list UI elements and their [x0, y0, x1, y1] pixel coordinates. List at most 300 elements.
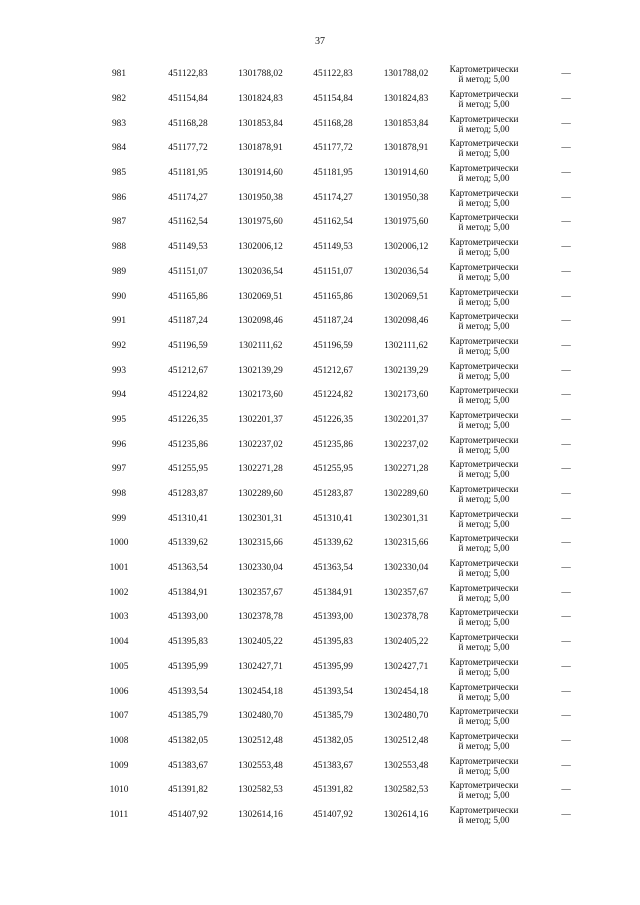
- table-row: [98, 556, 578, 581]
- y-coordinate-new-cell: 1302512,48: [383, 735, 429, 746]
- y-coordinate-cell: 1302036,54: [238, 266, 283, 277]
- y-coordinate-cell: 1302582,53: [238, 785, 283, 796]
- table-row: [98, 580, 578, 605]
- method-cell: [436, 729, 532, 754]
- point-number-cell: 1004: [109, 637, 129, 648]
- y-coordinate-cell: 1301914,60: [238, 168, 283, 179]
- point-number-cell: 989: [111, 266, 127, 277]
- x-coordinate-cell: 451154,84: [168, 94, 208, 105]
- y-coordinate-cell: 1302512,48: [238, 735, 283, 746]
- description-dash-cell: —: [561, 489, 571, 500]
- method-cell: [436, 87, 532, 112]
- y-coordinate-new-cell: 1302357,67: [383, 587, 429, 598]
- y-coordinate-cell: 1302330,04: [238, 563, 283, 574]
- method-cell: [436, 358, 532, 383]
- y-coordinate-cell: 1301853,84: [238, 118, 283, 129]
- x-coordinate-new-cell: 451212,67: [313, 365, 353, 376]
- table-row: [98, 778, 578, 803]
- description-dash-cell: —: [561, 118, 571, 129]
- description-dash-cell: —: [561, 291, 571, 302]
- method-line-2: й метод; 5,00: [458, 740, 510, 751]
- method-cell: [436, 580, 532, 605]
- y-coordinate-new-cell: 1301914,60: [383, 168, 429, 179]
- method-line-2: й метод; 5,00: [458, 666, 510, 677]
- method-line-2: й метод; 5,00: [458, 642, 510, 653]
- method-line-1: Картометрически: [449, 508, 519, 519]
- point-number-cell: 987: [111, 217, 127, 228]
- x-coordinate-cell: 451168,28: [168, 118, 208, 129]
- description-dash-cell: —: [561, 785, 571, 796]
- point-number-cell: 1005: [109, 661, 129, 672]
- method-line-1: Картометрически: [449, 335, 519, 346]
- x-coordinate-cell: 451395,83: [168, 637, 208, 648]
- y-coordinate-new-cell: 1302454,18: [383, 686, 429, 697]
- method-cell: [436, 136, 532, 161]
- method-line-2: й метод; 5,00: [458, 444, 510, 455]
- y-coordinate-new-cell: 1302139,29: [383, 365, 429, 376]
- description-dash-cell: —: [561, 760, 571, 771]
- table-row: [98, 432, 578, 457]
- x-coordinate-new-cell: 451224,82: [313, 390, 353, 401]
- y-coordinate-cell: 1302427,71: [238, 661, 283, 672]
- x-coordinate-new-cell: 451162,54: [313, 217, 353, 228]
- method-line-2: й метод; 5,00: [458, 543, 510, 554]
- method-line-1: Картометрически: [449, 311, 519, 322]
- description-dash-cell: —: [561, 217, 571, 228]
- description-dash-cell: —: [561, 143, 571, 154]
- y-coordinate-new-cell: 1302006,12: [383, 242, 429, 253]
- x-coordinate-new-cell: 451181,95: [313, 168, 353, 179]
- method-line-1: Картометрически: [449, 187, 519, 198]
- point-number-cell: 1001: [109, 563, 129, 574]
- x-coordinate-cell: 451212,67: [168, 365, 208, 376]
- y-coordinate-new-cell: 1302069,51: [383, 291, 429, 302]
- table-row: [98, 210, 578, 235]
- y-coordinate-new-cell: 1302036,54: [383, 266, 429, 277]
- x-coordinate-cell: 451226,35: [168, 414, 208, 425]
- x-coordinate-cell: 451187,24: [168, 316, 208, 327]
- method-line-2: й метод; 5,00: [458, 765, 510, 776]
- x-coordinate-new-cell: 451383,67: [313, 760, 353, 771]
- point-number-cell: 996: [111, 439, 127, 450]
- table-row: [98, 161, 578, 186]
- method-line-1: Картометрически: [449, 163, 519, 174]
- method-line-2: й метод; 5,00: [458, 716, 510, 727]
- method-line-1: Картометрически: [449, 730, 519, 741]
- method-cell: [436, 334, 532, 359]
- point-number-cell: 1000: [109, 538, 129, 549]
- method-line-1: Картометрически: [449, 113, 519, 124]
- x-coordinate-cell: 451181,95: [168, 168, 208, 179]
- x-coordinate-cell: 451383,67: [168, 760, 208, 771]
- point-number-cell: 997: [111, 464, 127, 475]
- y-coordinate-new-cell: 1302173,60: [383, 390, 429, 401]
- table-row: [98, 482, 578, 507]
- x-coordinate-new-cell: 451391,82: [313, 785, 353, 796]
- x-coordinate-new-cell: 451149,53: [313, 242, 353, 253]
- method-line-1: Картометрически: [449, 237, 519, 248]
- x-coordinate-cell: 451395,99: [168, 661, 208, 672]
- page-number: 37: [315, 36, 325, 47]
- y-coordinate-cell: 1302378,78: [238, 612, 283, 623]
- x-coordinate-new-cell: 451339,62: [313, 538, 353, 549]
- y-coordinate-new-cell: 1302315,66: [383, 538, 429, 549]
- method-cell: [436, 803, 532, 828]
- point-number-cell: 998: [111, 489, 127, 500]
- x-coordinate-cell: 451391,82: [168, 785, 208, 796]
- method-line-1: Картометрически: [449, 434, 519, 445]
- method-line-2: й метод; 5,00: [458, 123, 510, 134]
- point-number-cell: 988: [111, 242, 127, 253]
- point-number-cell: 1006: [109, 686, 129, 697]
- method-line-2: й метод; 5,00: [458, 271, 510, 282]
- method-cell: [436, 383, 532, 408]
- x-coordinate-new-cell: 451226,35: [313, 414, 353, 425]
- y-coordinate-cell: 1302237,02: [238, 439, 283, 450]
- x-coordinate-cell: 451165,86: [168, 291, 208, 302]
- method-line-2: й метод; 5,00: [458, 814, 510, 825]
- table-row: [98, 729, 578, 754]
- coordinates-table: [98, 62, 578, 827]
- x-coordinate-cell: 451339,62: [168, 538, 208, 549]
- description-dash-cell: —: [561, 513, 571, 524]
- description-dash-cell: —: [561, 612, 571, 623]
- x-coordinate-cell: 451149,53: [168, 242, 208, 253]
- x-coordinate-cell: 451235,86: [168, 439, 208, 450]
- y-coordinate-cell: 1302301,31: [238, 513, 283, 524]
- method-line-2: й метод; 5,00: [458, 148, 510, 159]
- description-dash-cell: —: [561, 365, 571, 376]
- table-row: [98, 111, 578, 136]
- y-coordinate-new-cell: 1301824,83: [383, 94, 429, 105]
- point-number-cell: 1003: [109, 612, 129, 623]
- x-coordinate-new-cell: 451174,27: [313, 192, 353, 203]
- y-coordinate-new-cell: 1302098,46: [383, 316, 429, 327]
- method-line-1: Картометрически: [449, 64, 519, 75]
- method-cell: [436, 161, 532, 186]
- table-row: [98, 506, 578, 531]
- x-coordinate-cell: 451151,07: [168, 266, 208, 277]
- table-row: [98, 185, 578, 210]
- table-row: [98, 630, 578, 655]
- x-coordinate-cell: 451196,59: [168, 340, 208, 351]
- method-line-2: й метод; 5,00: [458, 395, 510, 406]
- point-number-cell: 991: [111, 316, 127, 327]
- x-coordinate-new-cell: 451283,87: [313, 489, 353, 500]
- method-line-1: Картометрически: [449, 804, 519, 815]
- method-cell: [436, 679, 532, 704]
- y-coordinate-new-cell: 1302405,22: [383, 637, 429, 648]
- method-line-1: Картометрически: [449, 360, 519, 371]
- method-line-2: й метод; 5,00: [458, 370, 510, 381]
- table-row: [98, 284, 578, 309]
- method-line-2: й метод; 5,00: [458, 691, 510, 702]
- method-line-2: й метод; 5,00: [458, 494, 510, 505]
- method-cell: [436, 753, 532, 778]
- table-row: [98, 309, 578, 334]
- point-number-cell: 984: [111, 143, 127, 154]
- method-line-1: Картометрически: [449, 607, 519, 618]
- description-dash-cell: —: [561, 563, 571, 574]
- method-cell: [436, 235, 532, 260]
- y-coordinate-new-cell: 1302378,78: [383, 612, 429, 623]
- method-cell: [436, 260, 532, 285]
- method-line-1: Картометрически: [449, 212, 519, 223]
- x-coordinate-cell: 451310,41: [168, 513, 208, 524]
- point-number-cell: 986: [111, 192, 127, 203]
- description-dash-cell: —: [561, 809, 571, 820]
- description-dash-cell: —: [561, 414, 571, 425]
- description-dash-cell: —: [561, 538, 571, 549]
- y-coordinate-new-cell: 1301975,60: [383, 217, 429, 228]
- method-line-2: й метод; 5,00: [458, 99, 510, 110]
- table-row: [98, 383, 578, 408]
- table-row: [98, 605, 578, 630]
- y-coordinate-cell: 1302454,18: [238, 686, 283, 697]
- y-coordinate-new-cell: 1302111,62: [384, 340, 428, 351]
- x-coordinate-new-cell: 451382,05: [313, 735, 353, 746]
- method-line-1: Картометрически: [449, 558, 519, 569]
- y-coordinate-cell: 1302173,60: [238, 390, 283, 401]
- x-coordinate-new-cell: 451154,84: [313, 94, 353, 105]
- y-coordinate-cell: 1301878,91: [238, 143, 283, 154]
- x-coordinate-cell: 451255,95: [168, 464, 208, 475]
- x-coordinate-new-cell: 451407,92: [313, 809, 353, 820]
- description-dash-cell: —: [561, 69, 571, 80]
- method-line-1: Картометрически: [449, 286, 519, 297]
- x-coordinate-new-cell: 451196,59: [313, 340, 353, 351]
- point-number-cell: 985: [111, 168, 127, 179]
- x-coordinate-cell: 451407,92: [168, 809, 208, 820]
- point-number-cell: 994: [111, 390, 127, 401]
- method-cell: [436, 605, 532, 630]
- x-coordinate-new-cell: 451187,24: [313, 316, 353, 327]
- x-coordinate-cell: 451382,05: [168, 735, 208, 746]
- y-coordinate-new-cell: 1302480,70: [383, 711, 429, 722]
- table-row: [98, 358, 578, 383]
- y-coordinate-cell: 1302480,70: [238, 711, 283, 722]
- y-coordinate-cell: 1302553,48: [238, 760, 283, 771]
- method-line-2: й метод; 5,00: [458, 173, 510, 184]
- method-line-2: й метод; 5,00: [458, 222, 510, 233]
- x-coordinate-new-cell: 451393,00: [313, 612, 353, 623]
- table-row: [98, 235, 578, 260]
- method-line-1: Картометрически: [449, 138, 519, 149]
- y-coordinate-cell: 1302289,60: [238, 489, 283, 500]
- x-coordinate-cell: 451384,91: [168, 587, 208, 598]
- x-coordinate-cell: 451393,00: [168, 612, 208, 623]
- point-number-cell: 981: [111, 69, 127, 80]
- method-line-2: й метод; 5,00: [458, 790, 510, 801]
- method-cell: [436, 630, 532, 655]
- description-dash-cell: —: [561, 340, 571, 351]
- method-cell: [436, 506, 532, 531]
- method-line-2: й метод; 5,00: [458, 296, 510, 307]
- description-dash-cell: —: [561, 439, 571, 450]
- method-line-1: Картометрически: [449, 385, 519, 396]
- table-row: [98, 531, 578, 556]
- y-coordinate-cell: 1302614,16: [238, 809, 283, 820]
- description-dash-cell: —: [561, 390, 571, 401]
- table-row: [98, 655, 578, 680]
- method-line-2: й метод; 5,00: [458, 247, 510, 258]
- description-dash-cell: —: [561, 686, 571, 697]
- point-number-cell: 1010: [109, 785, 129, 796]
- y-coordinate-cell: 1301975,60: [238, 217, 283, 228]
- method-line-2: й метод; 5,00: [458, 518, 510, 529]
- method-cell: [436, 482, 532, 507]
- x-coordinate-cell: 451283,87: [168, 489, 208, 500]
- method-line-1: Картометрически: [449, 582, 519, 593]
- point-number-cell: 1009: [109, 760, 129, 771]
- method-line-1: Картометрически: [449, 533, 519, 544]
- y-coordinate-cell: 1302201,37: [238, 414, 283, 425]
- x-coordinate-cell: 451224,82: [168, 390, 208, 401]
- x-coordinate-new-cell: 451385,79: [313, 711, 353, 722]
- x-coordinate-cell: 451122,83: [168, 69, 208, 80]
- y-coordinate-new-cell: 1302614,16: [383, 809, 429, 820]
- y-coordinate-new-cell: 1302553,48: [383, 760, 429, 771]
- x-coordinate-new-cell: 451363,54: [313, 563, 353, 574]
- description-dash-cell: —: [561, 711, 571, 722]
- description-dash-cell: —: [561, 735, 571, 746]
- y-coordinate-new-cell: 1302330,04: [383, 563, 429, 574]
- point-number-cell: 982: [111, 94, 127, 105]
- method-cell: [436, 432, 532, 457]
- method-line-1: Картометрически: [449, 755, 519, 766]
- y-coordinate-new-cell: 1302201,37: [383, 414, 429, 425]
- x-coordinate-new-cell: 451255,95: [313, 464, 353, 475]
- x-coordinate-new-cell: 451395,83: [313, 637, 353, 648]
- point-number-cell: 995: [111, 414, 127, 425]
- x-coordinate-new-cell: 451395,99: [313, 661, 353, 672]
- method-cell: [436, 778, 532, 803]
- x-coordinate-cell: 451177,72: [168, 143, 208, 154]
- x-coordinate-cell: 451174,27: [168, 192, 208, 203]
- method-line-2: й метод; 5,00: [458, 197, 510, 208]
- method-line-1: Картометрически: [449, 89, 519, 100]
- x-coordinate-new-cell: 451177,72: [313, 143, 353, 154]
- method-line-1: Картометрически: [449, 632, 519, 643]
- method-line-2: й метод; 5,00: [458, 617, 510, 628]
- description-dash-cell: —: [561, 316, 571, 327]
- method-line-1: Картометрически: [449, 459, 519, 470]
- method-line-2: й метод; 5,00: [458, 592, 510, 603]
- method-line-1: Картометрически: [449, 409, 519, 420]
- method-cell: [436, 704, 532, 729]
- x-coordinate-cell: 451385,79: [168, 711, 208, 722]
- y-coordinate-cell: 1302111,62: [238, 340, 283, 351]
- x-coordinate-new-cell: 451384,91: [313, 587, 353, 598]
- point-number-cell: 992: [111, 340, 127, 351]
- method-cell: [436, 457, 532, 482]
- method-cell: [436, 62, 532, 87]
- x-coordinate-new-cell: 451122,83: [313, 69, 353, 80]
- method-line-2: й метод; 5,00: [458, 321, 510, 332]
- table-row: [98, 679, 578, 704]
- point-number-cell: 1002: [109, 587, 129, 598]
- description-dash-cell: —: [561, 661, 571, 672]
- y-coordinate-new-cell: 1302271,28: [383, 464, 429, 475]
- y-coordinate-cell: 1302139,29: [238, 365, 283, 376]
- y-coordinate-cell: 1302271,28: [238, 464, 283, 475]
- description-dash-cell: —: [561, 168, 571, 179]
- method-cell: [436, 284, 532, 309]
- table-row: [98, 136, 578, 161]
- y-coordinate-cell: 1302405,22: [238, 637, 283, 648]
- x-coordinate-cell: 451363,54: [168, 563, 208, 574]
- y-coordinate-new-cell: 1301950,38: [383, 192, 429, 203]
- point-number-cell: 1008: [109, 735, 129, 746]
- y-coordinate-new-cell: 1301878,91: [383, 143, 429, 154]
- table-row: [98, 753, 578, 778]
- description-dash-cell: —: [561, 637, 571, 648]
- method-cell: [436, 210, 532, 235]
- method-line-1: Картометрически: [449, 780, 519, 791]
- method-cell: [436, 185, 532, 210]
- method-line-1: Картометрически: [449, 484, 519, 495]
- method-line-2: й метод; 5,00: [458, 345, 510, 356]
- table-row: [98, 62, 578, 87]
- y-coordinate-cell: 1302315,66: [238, 538, 283, 549]
- x-coordinate-new-cell: 451235,86: [313, 439, 353, 450]
- x-coordinate-cell: 451393,54: [168, 686, 208, 697]
- point-number-cell: 999: [111, 513, 127, 524]
- x-coordinate-cell: 451162,54: [168, 217, 208, 228]
- method-cell: [436, 556, 532, 581]
- x-coordinate-new-cell: 451393,54: [313, 686, 353, 697]
- y-coordinate-new-cell: 1301853,84: [383, 118, 429, 129]
- point-number-cell: 1011: [109, 809, 129, 820]
- y-coordinate-cell: 1302098,46: [238, 316, 283, 327]
- y-coordinate-cell: 1301950,38: [238, 192, 283, 203]
- method-cell: [436, 309, 532, 334]
- point-number-cell: 990: [111, 291, 127, 302]
- description-dash-cell: —: [561, 94, 571, 105]
- y-coordinate-cell: 1302069,51: [238, 291, 283, 302]
- method-cell: [436, 531, 532, 556]
- y-coordinate-new-cell: 1302237,02: [383, 439, 429, 450]
- description-dash-cell: —: [561, 266, 571, 277]
- x-coordinate-new-cell: 451165,86: [313, 291, 353, 302]
- description-dash-cell: —: [561, 242, 571, 253]
- method-cell: [436, 408, 532, 433]
- y-coordinate-new-cell: 1302582,53: [383, 785, 429, 796]
- method-line-1: Картометрически: [449, 681, 519, 692]
- point-number-cell: 993: [111, 365, 127, 376]
- y-coordinate-new-cell: 1301788,02: [383, 69, 429, 80]
- y-coordinate-new-cell: 1302289,60: [383, 489, 429, 500]
- description-dash-cell: —: [561, 587, 571, 598]
- description-dash-cell: —: [561, 192, 571, 203]
- y-coordinate-cell: 1302006,12: [238, 242, 283, 253]
- table-row: [98, 457, 578, 482]
- method-line-2: й метод; 5,00: [458, 74, 510, 85]
- method-line-1: Картометрически: [449, 706, 519, 717]
- point-number-cell: 1007: [109, 711, 129, 722]
- table-row: [98, 704, 578, 729]
- description-dash-cell: —: [561, 464, 571, 475]
- method-line-1: Картометрически: [449, 261, 519, 272]
- method-line-2: й метод; 5,00: [458, 568, 510, 579]
- table-row: [98, 87, 578, 112]
- method-cell: [436, 111, 532, 136]
- method-line-2: й метод; 5,00: [458, 419, 510, 430]
- table-row: [98, 408, 578, 433]
- y-coordinate-cell: 1302357,67: [238, 587, 283, 598]
- x-coordinate-new-cell: 451310,41: [313, 513, 353, 524]
- y-coordinate-new-cell: 1302427,71: [383, 661, 429, 672]
